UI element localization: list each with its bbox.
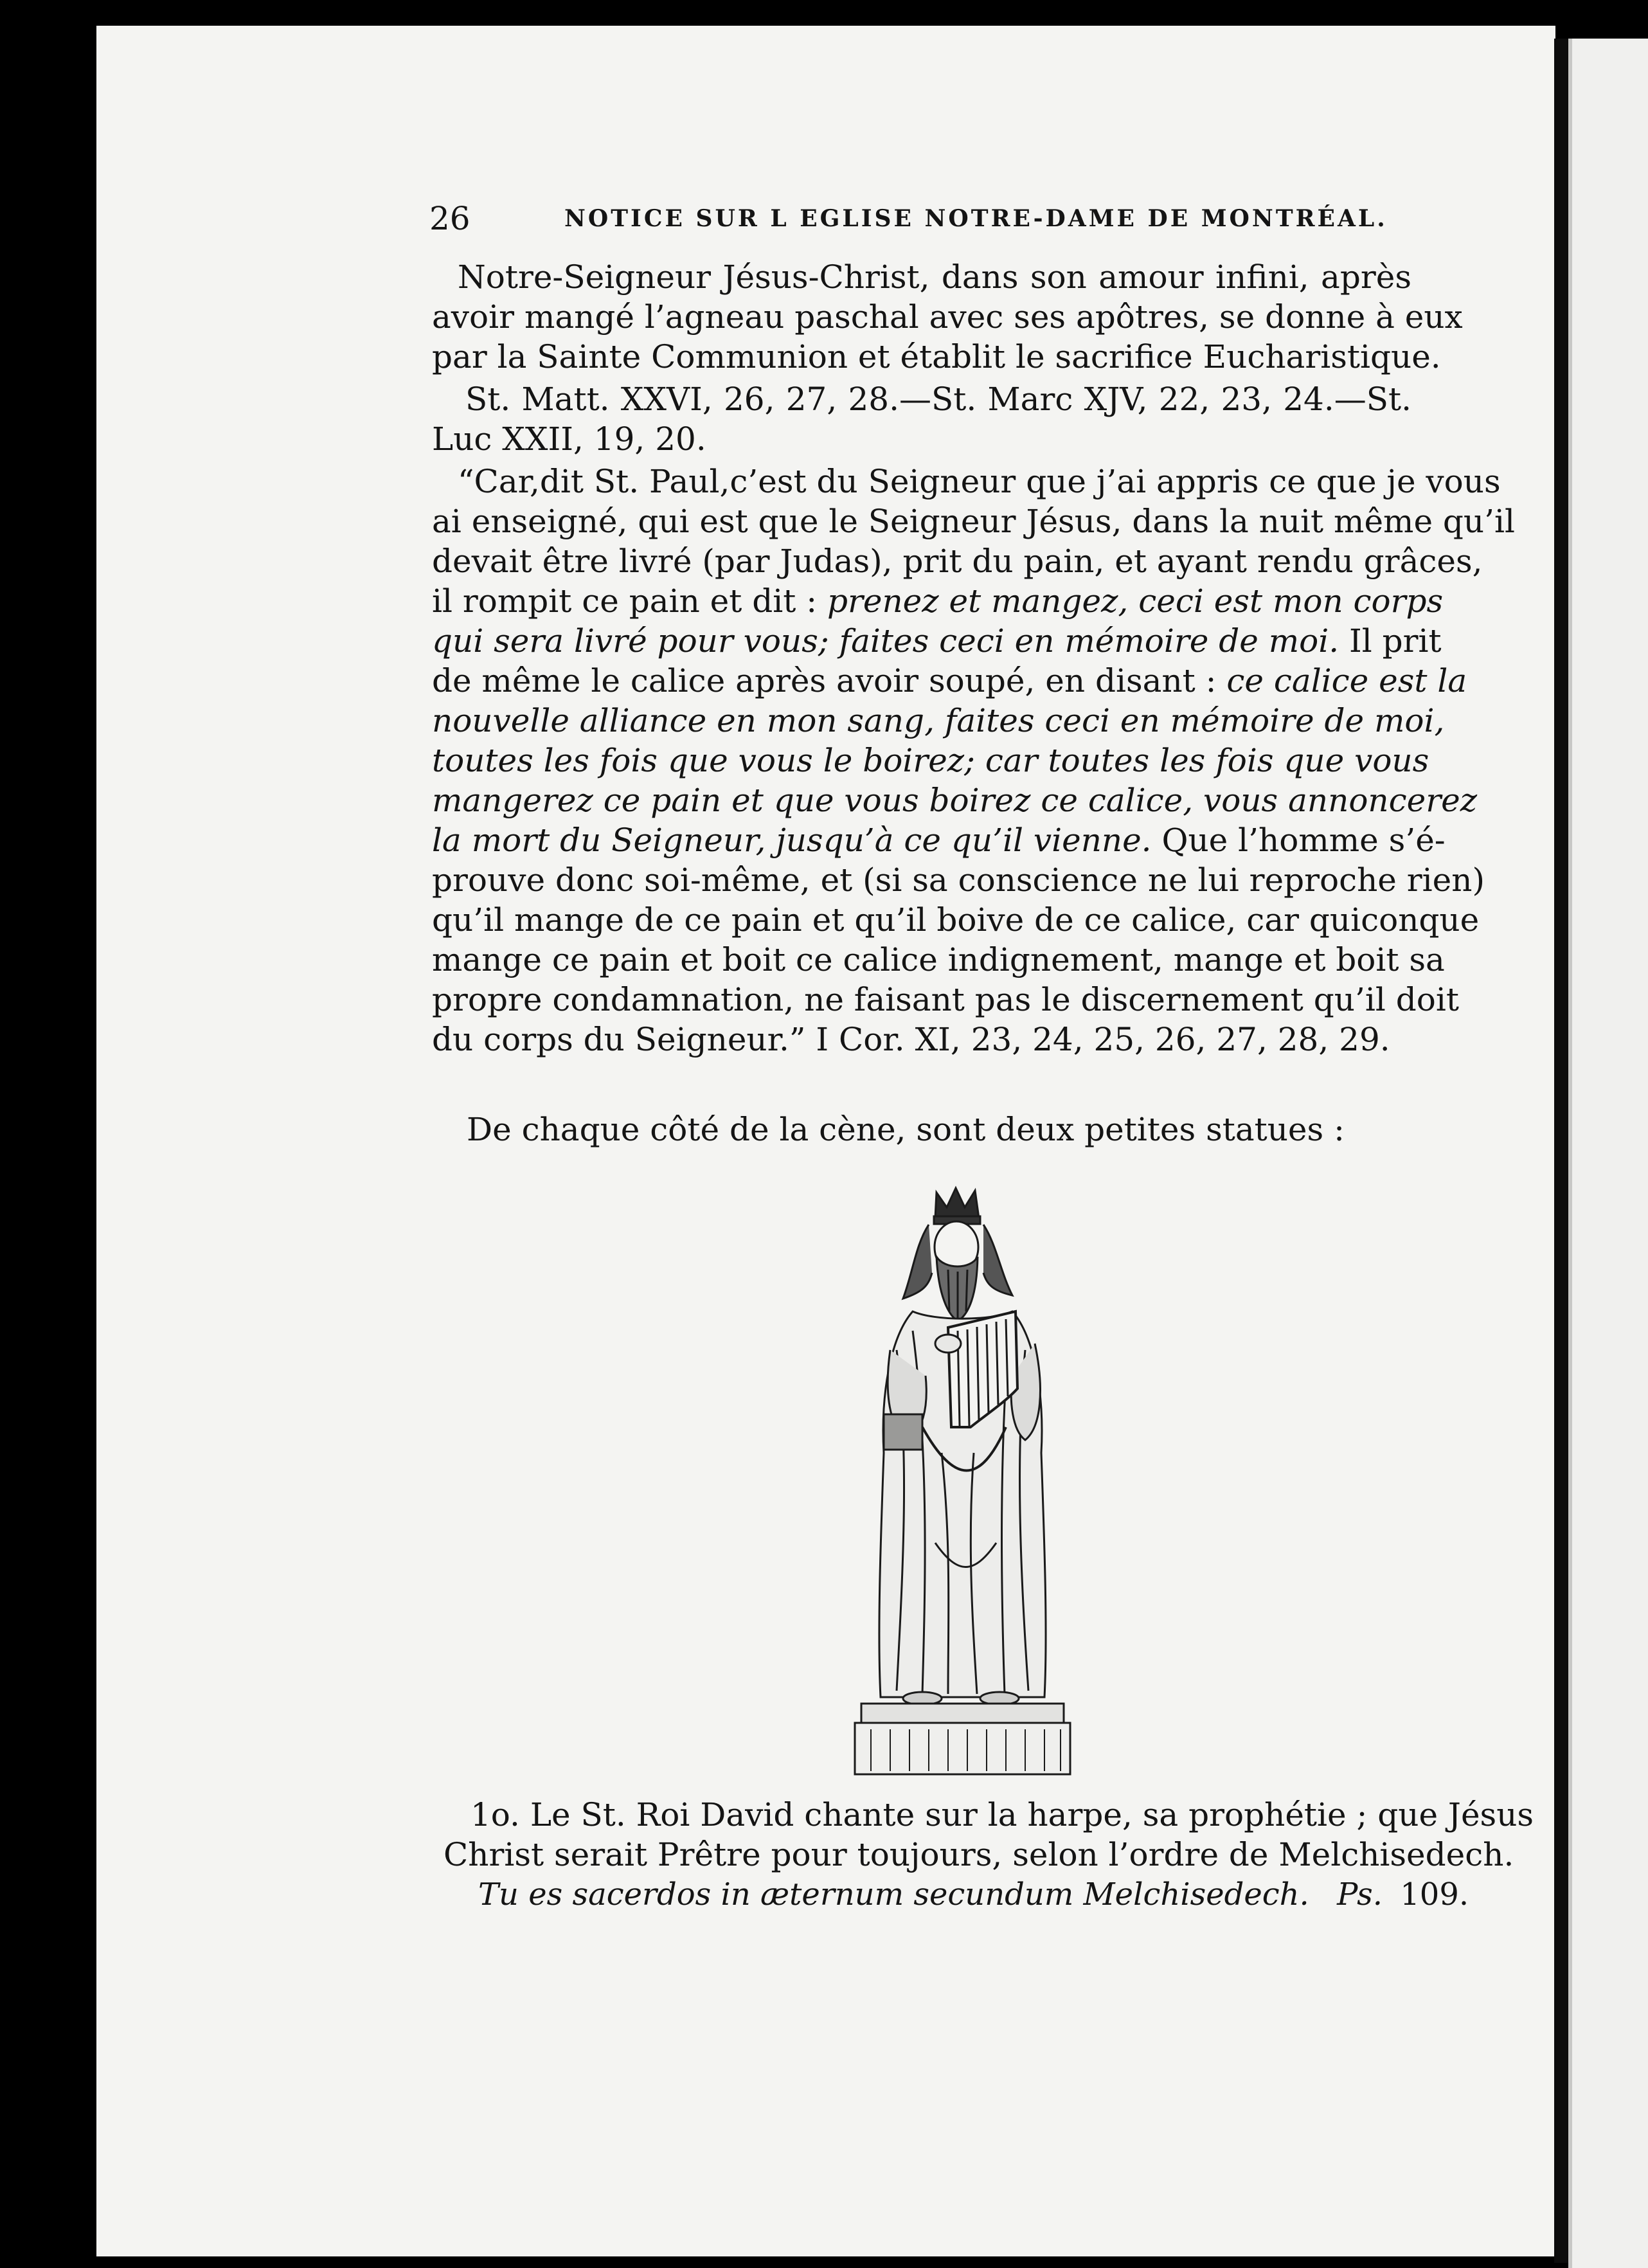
quote-line: ai enseigné, qui est que le Seigneur Jésus, dans la nuit même qu’il bbox=[432, 503, 1516, 540]
gutter-rule bbox=[1554, 39, 1568, 2263]
quote-line: nouvelle alliance en mon sang, faites ceci en mémoire de moi, bbox=[432, 702, 1445, 739]
caption-latin: Tu es sacerdos in æternum secundum Melchisedech. bbox=[478, 1877, 1309, 1913]
quote-line: du corps du Seigneur.” I Cor. XI, 23, 24, 25, 26, 27, 28, 29. bbox=[432, 1021, 1390, 1058]
body-line: avoir mangé l’agneau paschal avec ses apôtres, se donne à eux bbox=[432, 298, 1463, 336]
quote-line bbox=[432, 581, 1444, 621]
caption-line: 1o. Le St. Roi David chante sur la harpe, sa prophétie ; que Jésus bbox=[470, 1796, 1534, 1833]
quote-line: devait être livré (par Judas), prit du pain, et ayant rendu grâces, bbox=[432, 543, 1483, 580]
quote-line: mange ce pain et boit ce calice indignement, mange et boit sa bbox=[432, 941, 1445, 978]
statues-intro: De chaque côté de la cène, sont deux petites statues : bbox=[467, 1111, 1345, 1148]
quote-roman: Que l’homme s’é- bbox=[1151, 822, 1446, 859]
quote-line: toutes les fois que vous le boirez; car toutes les fois que vous bbox=[432, 742, 1429, 779]
facing-page bbox=[1568, 39, 1648, 2268]
quote-line bbox=[432, 621, 1442, 661]
quote-italic: la mort du Seigneur, jusqu’à ce qu’il vienne. bbox=[432, 822, 1152, 859]
page-number: 26 bbox=[429, 200, 470, 237]
body-line: Notre-Seigneur Jésus-Christ, dans son amour infini, après bbox=[458, 258, 1411, 296]
reference-line: Luc XXII, 19, 20. bbox=[432, 420, 706, 458]
quote-italic: qui sera livré pour vous; faites ceci en mémoire de moi. bbox=[432, 622, 1339, 660]
quote-line: “Car,dit St. Paul,c’est du Seigneur que j’ai appris ce que je vous bbox=[458, 463, 1501, 500]
quote-line: qu’il mange de ce pain et qu’il boive de ce calice, car quiconque bbox=[432, 901, 1480, 939]
facing-page-edge bbox=[1568, 39, 1572, 2268]
quote-italic: prenez et mangez, ceci est mon corps bbox=[827, 582, 1444, 620]
caption-line: Christ serait Prêtre pour toujours, selon l’ordre de Melchisedech. bbox=[443, 1836, 1514, 1873]
reference-line: St. Matt. XXVI, 26, 27, 28.—St. Marc XJV, 22, 23, 24.—St. bbox=[465, 381, 1411, 418]
running-header bbox=[429, 200, 1388, 237]
caption-psalm-number: 109. bbox=[1400, 1877, 1469, 1913]
quote-line: prouve donc soi-même, et (si sa conscience ne lui reproche rien) bbox=[432, 861, 1485, 899]
quote-roman: il rompit ce pain et dit : bbox=[432, 582, 827, 620]
quote-line: mangerez ce pain et que vous boirez ce calice, vous annoncerez bbox=[432, 782, 1478, 819]
caption-psalm-label: Ps. bbox=[1337, 1877, 1383, 1913]
quote-line: propre condamnation, ne faisant pas le discernement qu’il doit bbox=[432, 981, 1459, 1018]
quote-line bbox=[432, 820, 1446, 860]
running-title: NOTICE SUR L EGLISE NOTRE-DAME DE MONTRÉAL. bbox=[564, 205, 1388, 232]
body-line: par la Sainte Communion et établit le sacrifice Eucharistique. bbox=[432, 338, 1441, 375]
king-david-harp-statue-icon bbox=[852, 1183, 1073, 1787]
quote-italic: ce calice est la bbox=[1226, 662, 1467, 699]
quote-line bbox=[432, 661, 1467, 701]
quote-roman: de même le calice après avoir soupé, en disant : bbox=[432, 662, 1227, 699]
caption-line bbox=[478, 1875, 1469, 1914]
quote-roman: Il prit bbox=[1339, 622, 1442, 660]
